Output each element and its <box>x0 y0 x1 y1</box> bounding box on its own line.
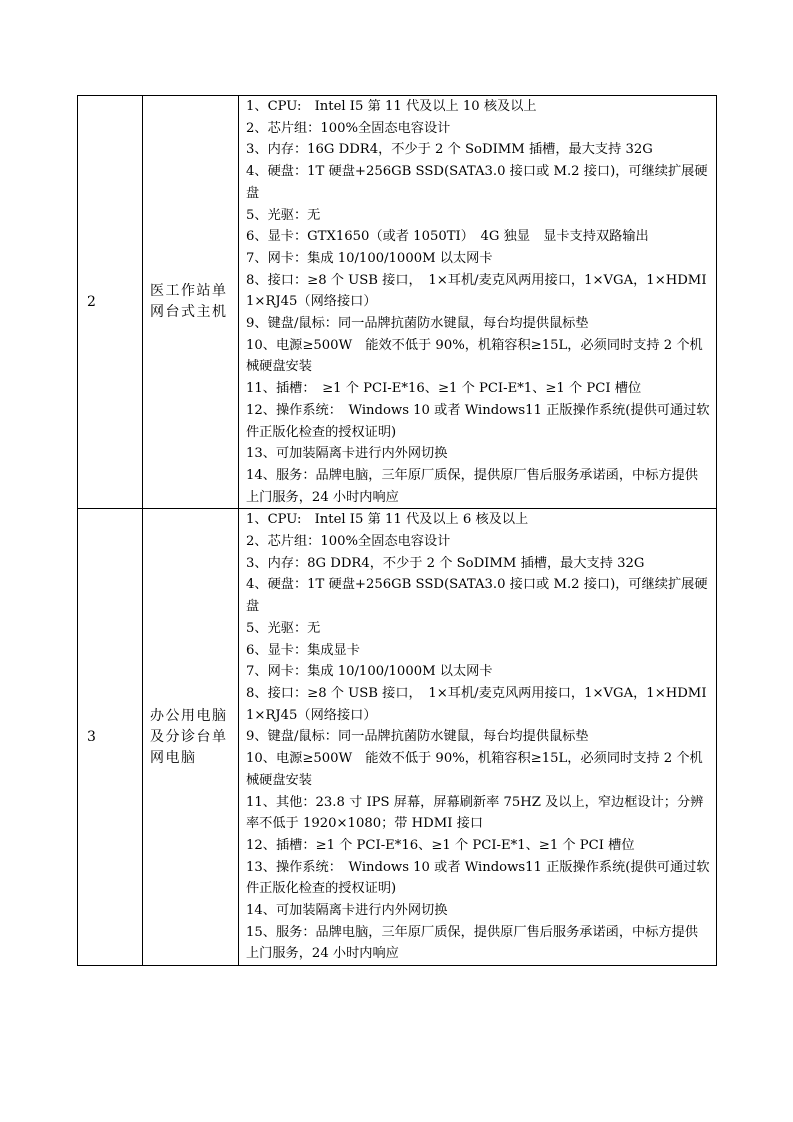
spec-table <box>77 95 720 966</box>
spec-line: 7、网卡：集成 10/100/1000M 以太网卡 <box>246 664 493 680</box>
item-number: 2 <box>78 96 143 509</box>
spec-line: 14、可加装隔离卡进行内外网切换 <box>246 903 448 919</box>
spec-line: 5、光驱：无 <box>246 207 321 223</box>
spec-line: 11、其他：23.8 寸 IPS 屏幕，屏幕刷新率 75HZ 及以上，窄边框设计；分辨率不低于 1920×1080；带 HDMI 接口 <box>246 794 704 832</box>
spec-line: 8、接口：≥8 个 USB 接口， 1×耳机/麦克风两用接口，1×VGA，1×HDMI 1×RJ45（网络接口） <box>246 685 720 723</box>
item-number: 3 <box>78 509 143 966</box>
spec-line: 12、操作系统： Windows 10 或者 Windows11 正版操作系统(提供可通过软件正版化检查的授权证明) <box>246 402 710 440</box>
spec-line: 8、接口：≥8 个 USB 接口， 1×耳机/麦克风两用接口，1×VGA，1×HDMI 1×RJ45（网络接口） <box>246 272 720 310</box>
spec-line: 7、网卡：集成 10/100/1000M 以太网卡 <box>246 250 493 266</box>
spec-line: 5、光驱：无 <box>246 620 321 636</box>
spec-line: 3、内存：8G DDR4，不少于 2 个 SoDIMM 插槽，最大支持 32G <box>246 555 645 571</box>
item-specs <box>239 96 720 509</box>
spec-line: 13、操作系统： Windows 10 或者 Windows11 正版操作系统(提供可通过软件正版化检查的授权证明) <box>246 859 710 897</box>
spec-line: 9、键盘/鼠标：同一品牌抗菌防水键鼠，每台均提供鼠标垫 <box>246 729 589 745</box>
spec-line: 10、电源≥500W 能效不低于 90%，机箱容积≥15L，必须同时支持 2 个机械硬盘安装 <box>246 337 703 375</box>
spec-line: 9、键盘/鼠标：同一品牌抗菌防水键鼠，每台均提供鼠标垫 <box>246 316 589 332</box>
spec-line: 4、硬盘：1T 硬盘+256GB SSD(SATA3.0 接口或 M.2 接口)，可继续扩展硬盘 <box>246 164 708 201</box>
spec-line: 3、内存：16G DDR4，不少于 2 个 SoDIMM 插槽，最大支持 32G <box>246 142 653 158</box>
table-row <box>78 96 717 509</box>
item-name: 医工作站单网台式主机 <box>143 96 239 509</box>
spec-line: 13、可加装隔离卡进行内外网切换 <box>246 446 448 462</box>
spec-line: 6、显卡：GTX1650（或者 1050TI） 4G 独显 显卡支持双路输出 <box>246 229 649 245</box>
spec-line: 15、服务：品牌电脑，三年原厂质保，提供原厂售后服务承诺函，中标方提供上门服务，24 小时内响应 <box>246 924 698 962</box>
spec-line: 2、芯片组：100%全固态电容设计 <box>246 534 451 550</box>
spec-line: 12、插槽：≥1 个 PCI-E*16、≥1 个 PCI-E*1、≥1 个 PCI 槽位 <box>246 837 635 853</box>
spec-line: 1、CPU: Intel I5 第 11 代及以上 6 核及以上 <box>246 512 529 528</box>
spec-line: 10、电源≥500W 能效不低于 90%，机箱容积≥15L，必须同时支持 2 个机械硬盘安装 <box>246 751 703 788</box>
spec-line: 14、服务：品牌电脑，三年原厂质保，提供原厂售后服务承诺函，中标方提供上门服务，24 小时内响应 <box>246 467 698 505</box>
item-name: 办公用电脑及分诊台单网电脑 <box>143 509 239 966</box>
spec-line: 2、芯片组：100%全固态电容设计 <box>246 120 451 136</box>
spec-line: 11、插槽： ≥1 个 PCI-E*16、≥1 个 PCI-E*1、≥1 个 PCI 槽位 <box>246 381 642 397</box>
spec-line: 1、CPU: Intel I5 第 11 代及以上 10 核及以上 <box>246 99 537 114</box>
spec-line: 4、硬盘：1T 硬盘+256GB SSD(SATA3.0 接口或 M.2 接口)，可继续扩展硬盘 <box>246 577 708 615</box>
spec-line: 6、显卡：集成显卡 <box>246 642 360 658</box>
item-specs <box>239 509 720 966</box>
table-row <box>78 509 717 966</box>
